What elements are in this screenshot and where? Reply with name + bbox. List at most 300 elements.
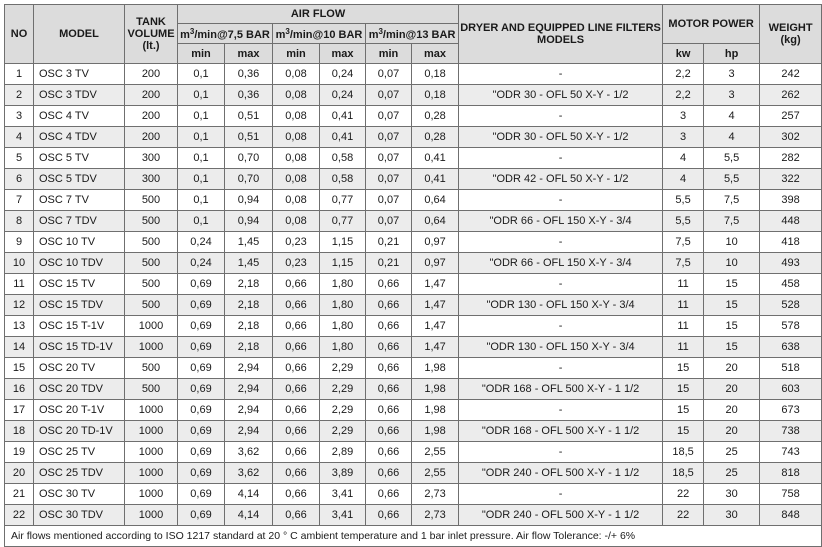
cell-flow-13-max: 2,73: [412, 505, 459, 526]
cell-flow-7-5-min: 0,1: [178, 64, 225, 85]
cell-flow-10-max: 2,29: [320, 379, 366, 400]
cell-flow-7-5-max: 4,14: [225, 484, 273, 505]
cell-hp: 10: [704, 253, 760, 274]
cell-dryer-model: "ODR 66 - OFL 150 X-Y - 3/4: [459, 253, 663, 274]
cell-flow-7-5-max: 3,62: [225, 442, 273, 463]
cell-flow-10-min: 0,08: [273, 190, 320, 211]
cell-weight: 673: [760, 400, 822, 421]
cell-flow-7-5-max: 0,51: [225, 127, 273, 148]
header-weight-unit: (kg): [780, 34, 801, 46]
cell-flow-13-max: 0,64: [412, 190, 459, 211]
cell-weight: 743: [760, 442, 822, 463]
cell-flow-10-max: 0,41: [320, 106, 366, 127]
cell-weight: 603: [760, 379, 822, 400]
cell-flow-10-min: 0,66: [273, 505, 320, 526]
header-max-10: max: [320, 44, 366, 64]
cell-model: OSC 4 TV: [34, 106, 125, 127]
cell-flow-13-max: 0,97: [412, 232, 459, 253]
cell-no: 11: [5, 274, 34, 295]
cell-weight: 848: [760, 505, 822, 526]
cell-dryer-model: "ODR 168 - OFL 500 X-Y - 1 1/2: [459, 379, 663, 400]
table-row: [5, 316, 822, 337]
cell-dryer-model: -: [459, 358, 663, 379]
table-row: [5, 400, 822, 421]
header-min-10: min: [273, 44, 320, 64]
cell-flow-13-min: 0,66: [366, 505, 412, 526]
cell-flow-7-5-min: 0,69: [178, 484, 225, 505]
cell-flow-10-min: 0,66: [273, 463, 320, 484]
cell-flow-13-max: 0,18: [412, 64, 459, 85]
cell-dryer-model: -: [459, 64, 663, 85]
cell-tank-volume: 500: [125, 211, 178, 232]
cell-flow-13-min: 0,66: [366, 274, 412, 295]
cell-weight: 418: [760, 232, 822, 253]
cell-flow-7-5-min: 0,69: [178, 295, 225, 316]
cell-model: OSC 25 TDV: [34, 463, 125, 484]
cell-flow-13-min: 0,66: [366, 442, 412, 463]
cell-flow-7-5-min: 0,69: [178, 379, 225, 400]
cell-dryer-model: "ODR 30 - OFL 50 X-Y - 1/2: [459, 127, 663, 148]
cell-model: OSC 3 TV: [34, 64, 125, 85]
cell-tank-volume: 1000: [125, 505, 178, 526]
cell-flow-13-min: 0,07: [366, 148, 412, 169]
cell-flow-10-max: 1,15: [320, 253, 366, 274]
cell-flow-13-min: 0,66: [366, 379, 412, 400]
cell-flow-13-min: 0,07: [366, 85, 412, 106]
cell-no: 12: [5, 295, 34, 316]
cell-flow-10-max: 2,89: [320, 442, 366, 463]
cell-flow-13-max: 0,97: [412, 253, 459, 274]
table-row: [5, 295, 822, 316]
cell-model: OSC 5 TDV: [34, 169, 125, 190]
cell-flow-10-max: 0,77: [320, 211, 366, 232]
cell-flow-7-5-max: 2,94: [225, 358, 273, 379]
cell-flow-13-min: 0,07: [366, 106, 412, 127]
header-dryer: DRYER AND EQUIPPED LINE FILTERS MODELS: [459, 5, 663, 64]
cell-kw: 15: [663, 358, 704, 379]
cell-weight: 818: [760, 463, 822, 484]
cell-dryer-model: "ODR 240 - OFL 500 X-Y - 1 1/2: [459, 463, 663, 484]
cell-model: OSC 15 TD-1V: [34, 337, 125, 358]
cell-no: 5: [5, 148, 34, 169]
cell-tank-volume: 1000: [125, 463, 178, 484]
cell-hp: 7,5: [704, 190, 760, 211]
cell-hp: 5,5: [704, 148, 760, 169]
cell-dryer-model: "ODR 130 - OFL 150 X-Y - 3/4: [459, 337, 663, 358]
cell-hp: 4: [704, 106, 760, 127]
cell-no: 3: [5, 106, 34, 127]
cell-flow-10-min: 0,23: [273, 253, 320, 274]
cell-flow-7-5-min: 0,69: [178, 337, 225, 358]
cell-kw: 11: [663, 274, 704, 295]
cell-hp: 5,5: [704, 169, 760, 190]
cell-tank-volume: 1000: [125, 316, 178, 337]
cell-tank-volume: 200: [125, 64, 178, 85]
cell-model: OSC 5 TV: [34, 148, 125, 169]
cell-model: OSC 3 TDV: [34, 85, 125, 106]
header-tank-volume: [125, 5, 178, 64]
cell-flow-7-5-min: 0,69: [178, 400, 225, 421]
cell-weight: 458: [760, 274, 822, 295]
table-body: [5, 64, 822, 526]
cell-flow-10-max: 1,15: [320, 232, 366, 253]
cell-no: 22: [5, 505, 34, 526]
header-tank-volume-label: TANK VOLUME: [127, 16, 175, 40]
cell-no: 19: [5, 442, 34, 463]
cell-flow-13-max: 0,64: [412, 211, 459, 232]
table-row: [5, 127, 822, 148]
cell-dryer-model: -: [459, 442, 663, 463]
table-row: [5, 190, 822, 211]
cell-no: 2: [5, 85, 34, 106]
cell-kw: 4: [663, 169, 704, 190]
cell-hp: 15: [704, 274, 760, 295]
cell-flow-7-5-max: 2,94: [225, 379, 273, 400]
cell-flow-7-5-max: 1,45: [225, 253, 273, 274]
cell-flow-10-max: 0,24: [320, 85, 366, 106]
cell-flow-7-5-max: 3,62: [225, 463, 273, 484]
table-row: [5, 274, 822, 295]
cell-model: OSC 30 TV: [34, 484, 125, 505]
cell-flow-13-max: 1,47: [412, 337, 459, 358]
cell-kw: 5,5: [663, 190, 704, 211]
cell-flow-13-min: 0,66: [366, 400, 412, 421]
cell-hp: 3: [704, 85, 760, 106]
cell-hp: 4: [704, 127, 760, 148]
header-flow-7-5-bar: $m^3/\min@7,5$ BAR: [178, 24, 273, 44]
cell-weight: 282: [760, 148, 822, 169]
cell-flow-7-5-max: 2,18: [225, 295, 273, 316]
cell-flow-10-max: 3,89: [320, 463, 366, 484]
cell-flow-7-5-max: 0,70: [225, 169, 273, 190]
cell-tank-volume: 1000: [125, 442, 178, 463]
cell-flow-13-min: 0,66: [366, 358, 412, 379]
cell-tank-volume: 500: [125, 358, 178, 379]
cell-no: 10: [5, 253, 34, 274]
header-kw: kw: [663, 44, 704, 64]
cell-flow-7-5-min: 0,1: [178, 190, 225, 211]
cell-weight: 262: [760, 85, 822, 106]
cell-hp: 15: [704, 295, 760, 316]
table-row: [5, 421, 822, 442]
cell-flow-10-min: 0,08: [273, 169, 320, 190]
cell-flow-7-5-min: 0,69: [178, 463, 225, 484]
cell-flow-10-max: 3,41: [320, 484, 366, 505]
cell-flow-13-min: 0,21: [366, 253, 412, 274]
cell-flow-7-5-min: 0,69: [178, 274, 225, 295]
header-min-13: min: [366, 44, 412, 64]
cell-hp: 20: [704, 400, 760, 421]
cell-flow-13-min: 0,07: [366, 190, 412, 211]
cell-flow-7-5-min: 0,1: [178, 211, 225, 232]
cell-no: 4: [5, 127, 34, 148]
cell-flow-13-max: 1,47: [412, 295, 459, 316]
header-flow-13-bar: $m^3/\min@13$ BAR: [366, 24, 459, 44]
header-motor-power: MOTOR POWER: [663, 5, 760, 44]
table-row: [5, 379, 822, 400]
cell-model: OSC 20 TD-1V: [34, 421, 125, 442]
cell-model: OSC 20 TV: [34, 358, 125, 379]
cell-hp: 20: [704, 421, 760, 442]
header-no: NO: [5, 5, 34, 64]
cell-dryer-model: -: [459, 232, 663, 253]
cell-flow-10-min: 0,08: [273, 148, 320, 169]
cell-weight: 322: [760, 169, 822, 190]
cell-weight: 758: [760, 484, 822, 505]
cell-flow-7-5-min: 0,1: [178, 106, 225, 127]
cell-flow-7-5-max: 2,18: [225, 274, 273, 295]
table-row: [5, 484, 822, 505]
header-weight: [760, 5, 822, 64]
cell-flow-13-max: 0,28: [412, 106, 459, 127]
header-model: MODEL: [34, 5, 125, 64]
cell-flow-7-5-max: 2,18: [225, 337, 273, 358]
cell-no: 6: [5, 169, 34, 190]
cell-kw: 2,2: [663, 85, 704, 106]
cell-tank-volume: 500: [125, 253, 178, 274]
cell-flow-13-max: 2,55: [412, 442, 459, 463]
cell-kw: 15: [663, 400, 704, 421]
cell-tank-volume: 500: [125, 274, 178, 295]
cell-kw: 15: [663, 379, 704, 400]
cell-flow-13-min: 0,07: [366, 211, 412, 232]
cell-flow-10-min: 0,08: [273, 106, 320, 127]
cell-flow-10-min: 0,23: [273, 232, 320, 253]
cell-weight: 578: [760, 316, 822, 337]
cell-kw: 22: [663, 505, 704, 526]
cell-hp: 15: [704, 316, 760, 337]
cell-flow-13-max: 0,18: [412, 85, 459, 106]
cell-no: 1: [5, 64, 34, 85]
cell-flow-7-5-min: 0,1: [178, 148, 225, 169]
cell-hp: 15: [704, 337, 760, 358]
cell-dryer-model: -: [459, 106, 663, 127]
compressor-spec-table: [4, 4, 822, 547]
footnote: Air flows mentioned according to ISO 1217 standard at 20 ° C ambient temperature and 1 bar inlet pressure. Air flow Tolerance: -/+ 6%: [5, 526, 822, 547]
cell-tank-volume: 500: [125, 295, 178, 316]
cell-model: OSC 15 TV: [34, 274, 125, 295]
cell-flow-7-5-min: 0,24: [178, 232, 225, 253]
header-flow-10-bar: $m^3/\min@10$ BAR: [273, 24, 366, 44]
cell-flow-7-5-min: 0,24: [178, 253, 225, 274]
cell-model: OSC 7 TDV: [34, 211, 125, 232]
cell-flow-7-5-max: 0,94: [225, 190, 273, 211]
cell-flow-7-5-max: 0,51: [225, 106, 273, 127]
cell-flow-13-max: 1,98: [412, 379, 459, 400]
cell-flow-13-max: 1,47: [412, 274, 459, 295]
cell-no: 9: [5, 232, 34, 253]
cell-flow-10-min: 0,66: [273, 421, 320, 442]
cell-kw: 11: [663, 316, 704, 337]
cell-weight: 493: [760, 253, 822, 274]
cell-flow-10-min: 0,66: [273, 274, 320, 295]
cell-dryer-model: -: [459, 484, 663, 505]
cell-flow-10-min: 0,66: [273, 442, 320, 463]
cell-model: OSC 10 TV: [34, 232, 125, 253]
cell-flow-7-5-max: 0,70: [225, 148, 273, 169]
cell-hp: 20: [704, 358, 760, 379]
cell-tank-volume: 300: [125, 169, 178, 190]
cell-no: 21: [5, 484, 34, 505]
table-header: [5, 5, 822, 64]
table-row: [5, 148, 822, 169]
cell-no: 18: [5, 421, 34, 442]
header-max-13: max: [412, 44, 459, 64]
cell-flow-7-5-min: 0,69: [178, 316, 225, 337]
cell-model: OSC 15 T-1V: [34, 316, 125, 337]
cell-flow-10-min: 0,66: [273, 400, 320, 421]
cell-flow-13-max: 1,98: [412, 421, 459, 442]
cell-tank-volume: 200: [125, 85, 178, 106]
cell-flow-13-max: 0,41: [412, 169, 459, 190]
cell-hp: 10: [704, 232, 760, 253]
cell-kw: 7,5: [663, 253, 704, 274]
cell-flow-10-max: 1,80: [320, 316, 366, 337]
cell-kw: 18,5: [663, 442, 704, 463]
cell-hp: 20: [704, 379, 760, 400]
cell-weight: 448: [760, 211, 822, 232]
cell-flow-7-5-min: 0,69: [178, 505, 225, 526]
cell-flow-10-max: 0,41: [320, 127, 366, 148]
cell-kw: 11: [663, 295, 704, 316]
cell-weight: 257: [760, 106, 822, 127]
cell-dryer-model: "ODR 42 - OFL 50 X-Y - 1/2: [459, 169, 663, 190]
cell-hp: 25: [704, 463, 760, 484]
cell-flow-10-max: 0,77: [320, 190, 366, 211]
cell-weight: 528: [760, 295, 822, 316]
cell-tank-volume: 1000: [125, 400, 178, 421]
cell-kw: 11: [663, 337, 704, 358]
cell-flow-7-5-min: 0,69: [178, 421, 225, 442]
header-weight-label: WEIGHT: [768, 22, 813, 34]
cell-dryer-model: -: [459, 316, 663, 337]
cell-flow-13-min: 0,07: [366, 169, 412, 190]
table-row: [5, 442, 822, 463]
cell-flow-13-min: 0,66: [366, 421, 412, 442]
cell-flow-10-min: 0,66: [273, 379, 320, 400]
cell-flow-13-min: 0,66: [366, 484, 412, 505]
cell-dryer-model: "ODR 66 - OFL 150 X-Y - 3/4: [459, 211, 663, 232]
cell-flow-10-min: 0,66: [273, 295, 320, 316]
cell-flow-10-min: 0,08: [273, 85, 320, 106]
cell-hp: 7,5: [704, 211, 760, 232]
cell-tank-volume: 200: [125, 127, 178, 148]
cell-flow-13-max: 0,41: [412, 148, 459, 169]
cell-flow-7-5-min: 0,1: [178, 85, 225, 106]
cell-no: 20: [5, 463, 34, 484]
cell-dryer-model: "ODR 30 - OFL 50 X-Y - 1/2: [459, 85, 663, 106]
header-hp: hp: [704, 44, 760, 64]
table-row: [5, 211, 822, 232]
cell-model: OSC 30 TDV: [34, 505, 125, 526]
cell-flow-7-5-max: 2,94: [225, 400, 273, 421]
cell-model: OSC 20 T-1V: [34, 400, 125, 421]
cell-no: 13: [5, 316, 34, 337]
cell-flow-10-min: 0,66: [273, 484, 320, 505]
cell-flow-13-min: 0,66: [366, 463, 412, 484]
cell-flow-7-5-min: 0,1: [178, 169, 225, 190]
cell-flow-13-min: 0,07: [366, 127, 412, 148]
cell-flow-7-5-max: 0,94: [225, 211, 273, 232]
cell-weight: 638: [760, 337, 822, 358]
cell-weight: 302: [760, 127, 822, 148]
cell-model: OSC 20 TDV: [34, 379, 125, 400]
cell-flow-7-5-max: 2,18: [225, 316, 273, 337]
cell-model: OSC 7 TV: [34, 190, 125, 211]
cell-kw: 2,2: [663, 64, 704, 85]
cell-kw: 4: [663, 148, 704, 169]
cell-flow-13-max: 0,28: [412, 127, 459, 148]
cell-dryer-model: "ODR 130 - OFL 150 X-Y - 3/4: [459, 295, 663, 316]
header-min-7-5: min: [178, 44, 225, 64]
cell-flow-7-5-max: 0,36: [225, 64, 273, 85]
cell-model: OSC 4 TDV: [34, 127, 125, 148]
cell-flow-7-5-min: 0,69: [178, 358, 225, 379]
cell-tank-volume: 1000: [125, 484, 178, 505]
cell-no: 17: [5, 400, 34, 421]
table-row: [5, 337, 822, 358]
cell-dryer-model: -: [459, 274, 663, 295]
cell-flow-13-max: 2,55: [412, 463, 459, 484]
cell-weight: 738: [760, 421, 822, 442]
cell-flow-7-5-max: 4,14: [225, 505, 273, 526]
cell-hp: 30: [704, 505, 760, 526]
cell-flow-10-max: 2,29: [320, 358, 366, 379]
cell-flow-13-max: 1,47: [412, 316, 459, 337]
cell-tank-volume: 500: [125, 232, 178, 253]
cell-weight: 518: [760, 358, 822, 379]
cell-dryer-model: -: [459, 190, 663, 211]
cell-tank-volume: 500: [125, 379, 178, 400]
cell-flow-10-min: 0,66: [273, 337, 320, 358]
cell-model: OSC 25 TV: [34, 442, 125, 463]
cell-flow-7-5-max: 2,94: [225, 421, 273, 442]
cell-tank-volume: 500: [125, 190, 178, 211]
table-row: [5, 253, 822, 274]
cell-tank-volume: 200: [125, 106, 178, 127]
cell-flow-13-max: 1,98: [412, 400, 459, 421]
cell-weight: 398: [760, 190, 822, 211]
cell-flow-13-max: 1,98: [412, 358, 459, 379]
cell-dryer-model: "ODR 168 - OFL 500 X-Y - 1 1/2: [459, 421, 663, 442]
cell-flow-13-max: 2,73: [412, 484, 459, 505]
cell-hp: 25: [704, 442, 760, 463]
table-row: [5, 463, 822, 484]
cell-kw: 5,5: [663, 211, 704, 232]
table-row: [5, 64, 822, 85]
cell-flow-10-max: 0,58: [320, 148, 366, 169]
cell-dryer-model: -: [459, 400, 663, 421]
cell-flow-13-min: 0,21: [366, 232, 412, 253]
cell-flow-10-max: 1,80: [320, 337, 366, 358]
cell-kw: 18,5: [663, 463, 704, 484]
cell-model: OSC 15 TDV: [34, 295, 125, 316]
cell-flow-7-5-min: 0,69: [178, 442, 225, 463]
cell-flow-10-min: 0,66: [273, 316, 320, 337]
header-max-7-5: max: [225, 44, 273, 64]
cell-flow-10-max: 1,80: [320, 295, 366, 316]
cell-no: 7: [5, 190, 34, 211]
table-row: [5, 232, 822, 253]
cell-kw: 3: [663, 106, 704, 127]
cell-flow-13-min: 0,66: [366, 337, 412, 358]
cell-weight: 242: [760, 64, 822, 85]
table-row: [5, 358, 822, 379]
cell-hp: 30: [704, 484, 760, 505]
table-row: [5, 85, 822, 106]
cell-tank-volume: 1000: [125, 421, 178, 442]
cell-flow-13-min: 0,66: [366, 295, 412, 316]
